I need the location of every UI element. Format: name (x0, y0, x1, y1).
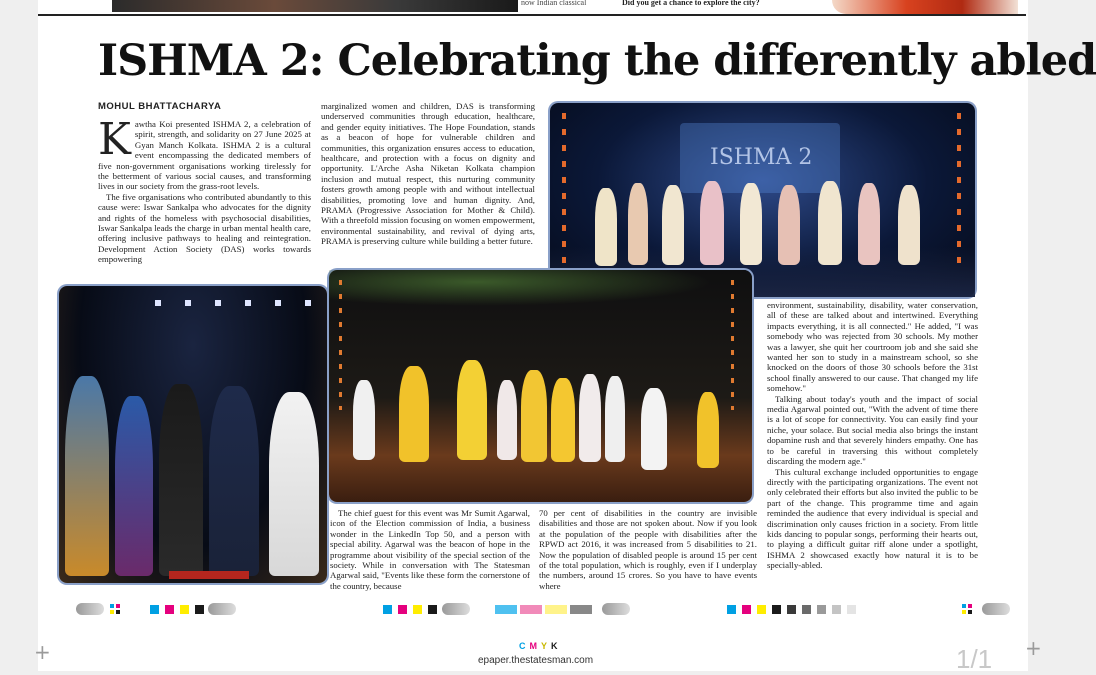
dancer-figure (778, 185, 800, 265)
dancer-figure (628, 183, 648, 265)
dancer-figure (595, 188, 617, 266)
cmyk-k: K (551, 641, 562, 651)
tint-swatch (495, 605, 517, 614)
tint-swatch (545, 605, 567, 614)
person-figure (269, 392, 319, 576)
gray-swatch (817, 605, 826, 614)
color-dot (962, 604, 966, 608)
dancer-figure (497, 380, 517, 460)
registration-mark (76, 603, 104, 615)
yellow-swatch (757, 605, 766, 614)
cmyk-y: Y (541, 641, 552, 651)
article-headline: ISHMA 2: Celebrating the differently abled (98, 36, 1096, 86)
color-dot (962, 610, 966, 614)
guests-photo[interactable] (59, 286, 327, 583)
article-column-5 (767, 300, 978, 571)
black-swatch (772, 605, 781, 614)
magenta-swatch (742, 605, 751, 614)
article-byline: MOHUL BHATTACHARYA (98, 101, 222, 112)
dancer-figure (457, 360, 487, 460)
dancer-figure (521, 370, 547, 462)
paragraph: 70 per cent of disabilities in the country are invisible disabilities and those are not spoken about. Now if you look at the population of the people with disabilities after the RPWD act 2016, it was increased from 5 disabilities to 21. Now the population of disabled people is around 15 per cent of the total population, which is roughly, even if I underplay the numbers, around 15 crores. So you have to have events where (539, 508, 757, 591)
epaper-url[interactable]: epaper.thestatesman.com (478, 655, 594, 666)
dancer-figure (662, 185, 684, 265)
color-dot (110, 604, 114, 608)
registration-mark (442, 603, 470, 615)
cyan-swatch (727, 605, 736, 614)
stage-screen (680, 123, 840, 193)
stage-dance-photo[interactable] (550, 103, 975, 297)
crop-mark-icon: + (1025, 636, 1042, 660)
paragraph: The chief guest for this event was Mr Sumit Agarwal, icon of the Election commission of India, a business wonder in the LinkedIn Top 50, and a person with special ability. Agarwal was the beacon of hope in the programme about visibility of the special section of the society. While in conversation with The Statesman Agarwal said, "Events like these form the cornerstone of the country, because (330, 508, 530, 591)
magenta-swatch (165, 605, 174, 614)
black-swatch (195, 605, 204, 614)
paragraph: This cultural exchange included opportunities to engage directly with the participating organizations. The event not only celebrated their efforts but also invited the public to be part of the change. This programme time and again reminded the audience that every individual is special and discrimination only causes friction in a society. From little kids dancing to popular songs, performing their hearts out, to playing a difficult guitar riff alone under a spotlight, ISHMA 2 showcased exactly how natural it is to be specially-abled. (767, 466, 978, 571)
paragraph: environment, sustainability, disability, water conservation, all of these are talked about and intertwined. Everything impacts everything, it is all connected." He added, "I was somebody who was rejected from 30 schools. My mother was a lawyer, she quit her courtroom job and she said she wanted her son to study in a mainstream school, so she knocked on the doors of those 30 schools before the 31st school finally answered to our cause. That changed my life somehow." (767, 300, 978, 394)
registration-mark (602, 603, 630, 615)
dancer-figure (353, 380, 375, 460)
flower-garland (339, 280, 342, 410)
flower-garland (731, 280, 734, 410)
spotlights (155, 300, 315, 306)
article-column-4 (539, 508, 757, 591)
person-figure (115, 396, 153, 576)
tint-swatch (570, 605, 592, 614)
gray-swatch (847, 605, 856, 614)
gray-swatch (787, 605, 796, 614)
crop-mark-icon: + (34, 640, 51, 664)
top-photo-strip (112, 0, 518, 12)
color-dot (968, 610, 972, 614)
stage-backdrop (329, 270, 752, 310)
top-snippet-right: Did you get a chance to explore the city? (622, 0, 760, 7)
dancer-figure (399, 366, 429, 462)
flower-garland (562, 113, 566, 273)
magenta-swatch (398, 605, 407, 614)
top-snippet-left: now Indian classical (521, 0, 587, 7)
top-photo-right (832, 0, 1018, 14)
dancer-figure (579, 374, 601, 462)
person-figure (159, 384, 203, 576)
page-indicator: 1/1 (956, 644, 993, 674)
paragraph: The five organisations who contributed abundantly to this cause were: Iswar Sankalpa who advocates for the dignity and rights of the homeless with psychosocial disabilities, Iswar Sankalpa leads the charge in urban mental health care, offering inclusive pathways to healing and reintegration. Development Action Society (DAS) works towards empowering (98, 191, 311, 265)
dancer-figure (700, 181, 724, 265)
dancer-figure (697, 392, 719, 468)
cmyk-c: C (519, 641, 530, 651)
article-column-3 (330, 508, 530, 591)
section-rule (38, 14, 1026, 16)
drop-cap: K (98, 114, 131, 165)
yellow-swatch (413, 605, 422, 614)
dancer-figure (551, 378, 575, 462)
color-dot (116, 610, 120, 614)
registration-mark (982, 603, 1010, 615)
cmyk-m: M (529, 641, 541, 651)
dance-performance-photo[interactable] (329, 270, 752, 502)
dancer-figure (898, 185, 920, 265)
paragraph: Talking about today's youth and the impact of social media Agarwal pointed out, "With the advent of time there is a lot of scope for connectivity. You can easily find your niche, your solace. But social media also brings the instant dopamine rush and that severely hinders empathy. One has to be careful in traversing this without completely discarding the modern age." (767, 393, 978, 467)
gray-swatch (802, 605, 811, 614)
dancer-figure (605, 376, 625, 462)
dancer-figure (858, 183, 880, 265)
person-figure (209, 386, 259, 576)
paragraph: marginalized women and children, DAS is transforming underserved communities through education, healthcare, and gender equity initiatives. The Hope Foundation, stands as a beacon of hope for vulnerable children and communities, this organization ensures access to education, healthcare, and protection with a focus on dignity and opportunity. L'Arche Asha Niketan Kolkata champion inclusion and mutual respect, this nurturing community fosters growth among people with and without intellectual disabilities, promoting love and human dignity. And, PRAMA (Progressive Association for Mother & Child). With a threefold mission focusing on women empowerment, environmental sustainability, and revival of dying arts, PRAMA is preserving culture while building a better future. (321, 101, 535, 247)
stage-banner-text: ISHMA 2 (710, 145, 813, 170)
black-swatch (428, 605, 437, 614)
tint-swatch (520, 605, 542, 614)
article-column-2 (321, 101, 535, 247)
gray-swatch (832, 605, 841, 614)
yellow-swatch (180, 605, 189, 614)
registration-mark (208, 603, 236, 615)
dancer-figure (740, 183, 762, 265)
color-dot (116, 604, 120, 608)
article-column-1 (98, 114, 311, 265)
color-dot (968, 604, 972, 608)
cyan-swatch (150, 605, 159, 614)
dancer-figure (641, 388, 667, 470)
person-figure (65, 376, 109, 576)
dancer-figure (818, 181, 842, 265)
stage-banner-strip (169, 571, 249, 579)
flower-garland (957, 113, 961, 273)
color-dot (110, 610, 114, 614)
cyan-swatch (383, 605, 392, 614)
paragraph: awtha Koi presented ISHMA 2, a celebration of spirit, strength, and solidarity on 27 June 2025 at Gyan Manch Kolkata. ISHMA 2 is a cultural event encompassing the dedicated members of five non-government organisations working tirelessly for the betterment of various social causes, and transforming lives in our society from the grass-root levels. (98, 119, 311, 192)
cmyk-label (519, 641, 562, 651)
